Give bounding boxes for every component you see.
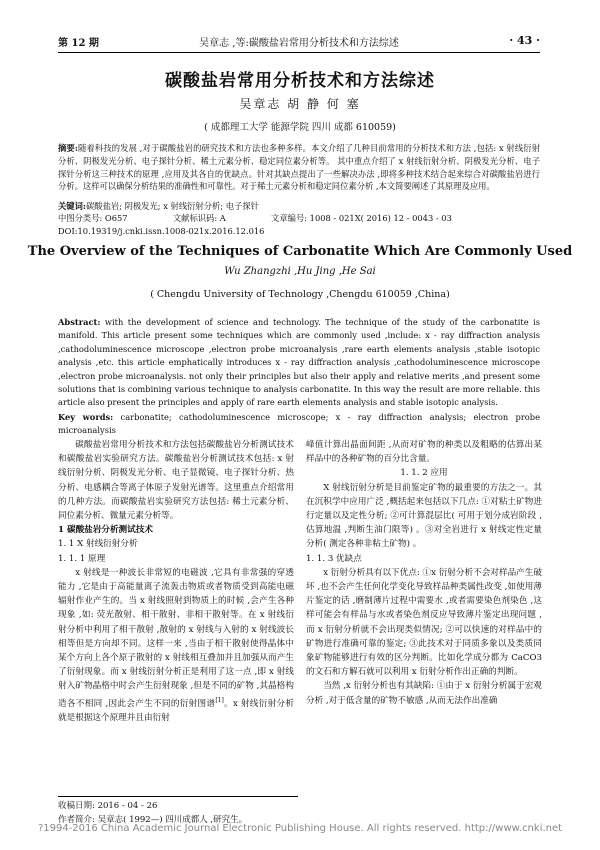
application-paragraph: X 射线衍射分析是目前鉴定矿物的最重要的方法之一。其在沉积学中应用广泛 ,概括起来包括以下几点: ①对粘土矿物进行定量以及定性分析; ②可计算混层比( 可用于划分成岩阶段 ,估算地温 ,判断生油门限等) 。③对全岩进行 x 射线定性定量分析( 测定各种非粘土矿物) 。 [306,482,542,550]
affiliation-cn: ( 成都理工大学 能源学院 四川 成都 610059) [204,122,396,133]
section-heading-1-1: 1. 1 X 射线衍射分析 [58,539,138,550]
copyright-notice: ?1994-2016 China Academic Journal Electronic Publishing House. All rights reserved. http://www.cnki.net [37,823,563,834]
authors-cn: 吴章志 胡 静 何 塞 [239,97,361,111]
section-heading-1-1-1: 1. 1. 1 原理 [58,553,106,564]
body-right-column [306,438,542,708]
section-heading-1-1-3: 1. 1. 3 优缺点 [306,553,362,564]
body-left-column [58,438,294,725]
issue-label: 第 12 期 [58,38,99,49]
authors-en: Wu Zhangzhi ,Hu Jing ,He Sai [224,266,376,277]
intro-paragraph: 碳酸盐岩常用分析技术和方法包括碳酸盐岩分析测试技术和碳酸盐岩实验研究方法。碳酸盐岩分析测试技术包括: x 射线衍射分析、阴极发光分析、电子显微镜、电子探针分析、热分析、电感耦合等离子体原子发射光谱等。这里重点介绍常用的几种方法。而碳酸盐岩实验研究方法包括: 稀土元素分析、同位素分析、微量元素分析等。 [58,440,294,522]
keywords-cn-text: 碳酸盐岩; 阴极发光; x 射线衍射分析; 电子探针 [85,201,259,211]
running-title: 吴章志 ,等:碳酸盐岩常用分析技术和方法综述 [199,38,399,49]
keywords-cn-label: 关键词: [58,201,86,211]
citation: [1] [215,696,224,704]
abstract-en-label: Abstract: [58,317,101,327]
affiliation-en: ( Chengdu University of Technology ,Chengdu 610059 ,China) [150,289,450,300]
paper-title-cn: 碳酸盐岩常用分析技术和方法综述 [165,71,435,91]
principle-text: x 射线是一种波长非常短的电磁波 ,它具有非常强的穿透能力 ,它是由于高能量离子流轰击物质或者物质受到高能电磁辐射作业产生的。当 x 射线照射到物质上的时候 ,会产生各种现象 ,如: 荧光散射、相干散射、非相干散射等。在 x 射线衍射分析中利用了相干散射 ,散射的 x 射线与入射的 x 射线波长相等但是方向却不同。这样一来 ,当由于相干散射使得晶体中某个方向上各个原子散射的 x 射线相互叠加并且加强从而产生了衍射现象。而 x 射线衍射分析正是利用了这一点 ,即 x 射线射入矿物晶格中时会产生衍射现象 ,但是不同的矿物 ,其晶格构造各不相同 ,因此会产生不同的衍射图谱 [58,567,294,709]
continued-paragraph: 峰值计算出晶面间距 ,从而对矿物的种类以及粗略的估算出某样品中的各种矿物的百分比含量。 [306,440,542,465]
page-number: · 43 · [509,34,540,47]
classification-line [58,212,540,225]
clc-number: 中图分类号: O657 [58,213,128,223]
abstract-cn-text: 随着科技的发展 ,对于碳酸盐岩的研究技术和方法也多种多样。本文介绍了几种目前常用的分析技术和方法 ,包括: x 射线衍射分析、阴极发光分析、电子探针分析、稀土元素分析、稳定同位素分析等。 其中重点介绍了 x 射线衍射分析、阴极发光分析、电子探针分析这三种技术的原理 ,应用及其各自的优缺点。针对其缺点提出了一些解决办法 ,即将多种技术结合起来综合对碳酸盐岩进行分析。这样可以确保分析结果的准确性和可靠性。对于稀土元素分析和稳定同位素分析 ,本文简要阐述了其原理及应用。 [58,143,540,192]
author-bio: 作者简介: 吴章志( 1992—) 四川成都人 ,研究生。 [58,815,248,825]
keywords-en-text: carbonatite; cathodoluminescence microscope; x - ray diffraction analysis; electron probe microanalysis [58,412,540,435]
keywords-en-label: Key words: [58,412,114,422]
received-date: 收稿日期: 2016 - 04 - 26 [58,801,158,811]
section-heading-1-1-2: 1. 1. 2 应用 [400,468,448,479]
principle-text-end: 。x 射线衍射分析就是根据这个原理并且由衍射 [58,698,294,723]
section-heading-1: 1 碳酸盐岩分析测试技术 [58,525,153,536]
doi: DOI:10.19319/j.cnki.issn.1008-021x.2016.12.016 [58,226,265,236]
keywords-en [58,411,540,437]
disadvantages-paragraph: 当然 ,x 衍射分析也有其缺陷: ①由于 x 衍射分析属于宏观分析 ,对于低含量的矿物不敏感 ,从而无法作出准确 [306,681,542,706]
abstract-cn [58,142,540,193]
document-code: 文献标识码: A [172,213,226,223]
article-number: 文章编号: 1008 - 021X( 2016) 12 - 0043 - 03 [271,213,452,223]
principle-paragraph [58,566,294,725]
abstract-en-text: with the development of science and technology. The technique of the study of the carbonatite is manifold. This article present some techniques which are commonly used ,include: x - ray diffraction analysis ,cathodoluminescence microscope ,electron probe microanalysis ,rare earth elements analysis ,stable isotopic analysis ,etc. this article emphatically introduces x - ray diffraction analysis ,cathodoluminescence microscope ,electron probe microanalysis. not only their principles but also their apply and relative merits ,and present some solutions that is combining various technique to analysis carbonatite. In this way the result are more reliable. this article also present the principles and apply of rare earth elements analysis and stable isotopic analysis. [58,317,540,408]
abstract-cn-label: 摘要: [58,143,78,153]
advantages-paragraph: x 衍射分析具有以下优点: ①x 衍射分析不会对样品产生破坏 ,也不会产生任何化学变化导致样品种类属性改变 ,如使用薄片鉴定的话 ,磨制薄片过程中需要水 ,或者需要染色剂染色 ,这样可能会有样品与水或者染色剂反应导致薄片鉴定出现问题 ,而 x 衍射分析就不会出现类似情况; ②可以快速的对样品中的矿物进行准确可靠的鉴定; ③此技术对于同质多象以及类质同象矿物能够进行有效的区分判断。比如化学成分都为 CaCO3 的文石和方解石就可以利用 x 衍射分析作出正确的判断。 [306,567,542,678]
paper-title-en: The Overview of the Techniques of Carbonatite Which Are Commonly Used [27,244,573,259]
abstract-en [58,316,540,410]
keywords-cn [58,200,540,213]
running-header [58,30,540,53]
